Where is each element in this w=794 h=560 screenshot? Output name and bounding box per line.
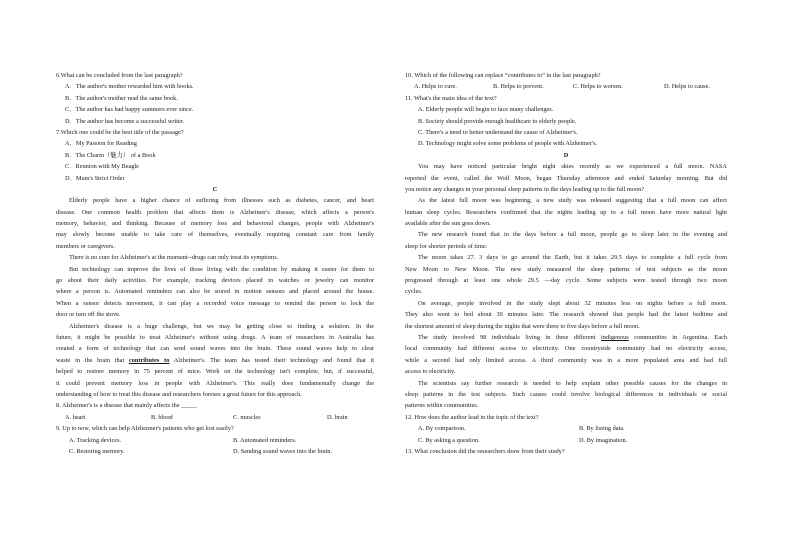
passage-d-line: you notice any changes in your personal sleep patterns in the days leading up to the full moon? — [405, 185, 645, 193]
q7-option-b: B．The Charm（魅力） of a Book — [65, 151, 156, 159]
q11-stem: 11. What's the main idea of the text? — [405, 94, 497, 102]
q12-options-row2 — [405, 435, 727, 446]
section-c-heading: C — [212, 185, 218, 193]
passage-d-line: reported the event, called the Wolf Moon, began Thursday afternoon and ended Saturday morning. But did — [405, 174, 727, 182]
q12-option-d: D. By imagination. — [579, 436, 628, 444]
passage-d-line: cycles. — [405, 288, 423, 296]
q12-option-b: B. By listing data. — [579, 425, 625, 433]
q8-option-d: D. brain — [327, 413, 348, 421]
passage-d-line: The moon takes 27. 3 days to go around the Earth, but it takes 29.5 days to complete a full cycle from — [418, 254, 727, 262]
passage-c-line: Elderly people have a higher chance of suffering from illnesses such as diabetes, cancer, and heart — [69, 197, 374, 205]
passage-d-line: the shortest amount of sleep during the nights that were three to five days before a full moon. — [405, 322, 640, 330]
underlined-phrase: contributes to — [128, 356, 170, 364]
passage-c-line: where a person is. Automated reminders can also be stored in motion sensors and placed around the house. — [56, 288, 374, 296]
line-text: communities in Argentina. Each — [634, 333, 727, 341]
passage-d-line: sleep for shorter periods of time. — [405, 242, 488, 250]
right-column — [405, 70, 727, 457]
passage-c-line: helped to restore memory in 75 percent of mice. Work on the technology isn't complete, but, if successful, — [56, 368, 374, 376]
q11-option-c: C. There's a need to better understand the cause of Alzheimer's. — [418, 128, 578, 136]
q10-option-d: D. Helps to cause. — [664, 83, 710, 91]
q12-options-row1 — [405, 423, 727, 434]
q7-option-d: D．Mum's Strict Order — [65, 174, 125, 182]
passage-c-line: There is no cure for Alzheimer's at the moment--drugs can only treat its symptoms. — [69, 254, 279, 262]
passage-c-line: door or turn off the stove. — [56, 311, 121, 319]
q10-option-b: B. Helps to prevent. — [493, 83, 544, 91]
line-text: The study involved 98 individuals living in three different — [418, 333, 596, 341]
q9-option-b: B. Automated reminders. — [233, 436, 297, 444]
q6-option-b: B．The author's mother read the same book. — [65, 94, 178, 102]
passage-c-line: When a sensor detects movement, it can play a recorded voice message to remind the person to lock the — [56, 299, 374, 307]
q9-options-row2 — [56, 446, 374, 457]
passage-d-line: As the latest full moon was beginning, a new study was released suggesting that a full moon can affect — [418, 197, 727, 205]
q11-option-d: D. Technology might solve some problems of people with Alzheimer's. — [418, 140, 598, 148]
q7-option-a: A．My Passion for Reading — [65, 140, 137, 148]
passage-d-line: human sleep cycles. Researchers confirmed that the nights leading up to a full moon have more natural light — [405, 208, 727, 216]
passage-d-line: access to electricity. — [405, 368, 456, 376]
passage-c-line: Alzheimer's disease is a huge challenge, but we may be getting close to finding a solution. In the — [69, 322, 374, 330]
q8-option-c: C. muscles — [233, 413, 261, 421]
passage-d-line: They also went to bed about 30 minutes later. The research showed that people had the latest bedtime and — [405, 311, 727, 319]
passage-c-line: future, it might be possible to treat Alzheimer's without using drugs. A team of researchers in Australia has — [56, 333, 374, 341]
passage-c-line: members or caregivers. — [56, 242, 115, 250]
passage-d-line: New Moon to New Moon. The new study measured the sleep patterns of test subjects as the moon — [405, 265, 727, 273]
passage-d-line: The new research found that in the days before a full moon, people go to sleep later in the evening and — [418, 231, 727, 239]
left-column — [56, 70, 374, 457]
passage-d-line: The scientists say further research is needed to help explain other possible causes for the changes in — [418, 379, 727, 387]
passage-d-line: On average, people involved in the study slept about 32 minutes less on nights before a full moon. — [418, 299, 727, 307]
underlined-word: indigenous — [601, 333, 629, 341]
q7-option-c: C．Reunion with My Beagle — [65, 163, 139, 171]
line-text: waste in the brain that — [56, 356, 125, 364]
q9-option-c: C. Restoring memory. — [69, 447, 125, 455]
passage-d-line: local community had different access to electricity. One countryside community had no electricity access, — [405, 345, 727, 353]
q9-options-row1 — [56, 435, 374, 446]
passage-d-line: available after the sun goes down. — [405, 220, 491, 228]
q8-option-b: B. blood — [151, 413, 173, 421]
q6-option-a: A．The author's mother rewarded him with books. — [65, 83, 194, 91]
line-text: Alzheimer's. The team has tested their technology and found that it — [173, 356, 374, 364]
passage-d-line: while a second had only limited access. A third community was in a more populated area and had full — [405, 356, 727, 364]
q13-stem: 13. What conclusion did the researchers draw from their study? — [405, 447, 565, 455]
q6-option-c: C．The author has had happy summers ever since. — [65, 106, 194, 114]
passage-d-line: You may have noticed particular bright night skies recently as we experienced a full moon. NASA — [418, 163, 727, 171]
passage-d-line: progressed through at least one whole 29.5 —day cycle. Some subjects were tested through two moon — [405, 277, 727, 285]
passage-d-line: sleep patterns in the test subjects. Such causes could involve biological differences in individuals or social — [405, 390, 727, 398]
q9-stem: 9. Up to now, which can help Alzheimer's patients who get lost easily? — [56, 425, 234, 433]
passage-c-line: memory, behavior, and thinking. Because of memory loss and behavioral changes, people with Alzheimer's — [56, 220, 374, 228]
q10-stem: 10. Which of the following can replace “contributes to” in the last paragraph? — [405, 72, 601, 79]
q12-option-c: C. By asking a question. — [418, 436, 480, 444]
q12-option-a: A. By comparison. — [418, 425, 466, 433]
passage-c-line: But technology can improve the lives of those living with the condition by making it easier for them to — [69, 265, 374, 273]
passage-c-line: understanding of how to treat this disease and researchers foresee a great future for this approach. — [56, 390, 302, 398]
q8-option-a: A. heart — [65, 413, 86, 421]
q11-option-b: B. Society should provide enough healthcare to elderly people. — [418, 117, 577, 125]
q6-option-d: D．The author has become a successful writer. — [65, 117, 185, 125]
q9-option-a: A. Tracking devices. — [69, 436, 122, 444]
q7-stem: 7.Which one could be the best title of the passage? — [56, 128, 184, 136]
q10-option-c: C. Helps to worsen. — [573, 83, 623, 91]
passage-c-line: created a form of technology that can send sound waves into the brain. These sound waves help to clear — [56, 345, 374, 353]
passage-c-line-underlined — [56, 355, 374, 366]
q8-options — [56, 412, 374, 423]
q10-option-a: A. Helps to cure. — [414, 83, 457, 91]
passage-d-line: patterns within communities. — [405, 402, 479, 410]
q10-options — [405, 81, 727, 92]
passage-c-line: it could prevent memory loss in people with Alzheimer's. This really does fundamentally change the — [56, 379, 374, 387]
q8-stem: 8. Alzheimer's is a disease that mainly affects the _____ — [56, 402, 197, 410]
q6-stem: 6.What can be concluded from the last paragraph? — [56, 72, 183, 79]
q12-stem: 12. How does the author lead in the topic of the text? — [405, 413, 539, 421]
passage-c-line: disease. One common health problem that affects them is Alzheimer's disease, which affects a person's — [56, 208, 374, 216]
passage-c-line: go about their daily activities. For example, tracking devices placed in watches or jewelry can monitor — [56, 277, 374, 285]
passage-d-line-underlined — [405, 332, 727, 343]
q11-option-a: A. Elderly people will begin to face many challenges. — [418, 106, 554, 114]
section-d-heading: D — [563, 151, 569, 159]
q9-option-d: D. Sending sound waves into the brain. — [233, 447, 332, 455]
passage-c-line: may slowly become unable to take care of themselves, eventually requiring constant care from family — [56, 231, 374, 239]
